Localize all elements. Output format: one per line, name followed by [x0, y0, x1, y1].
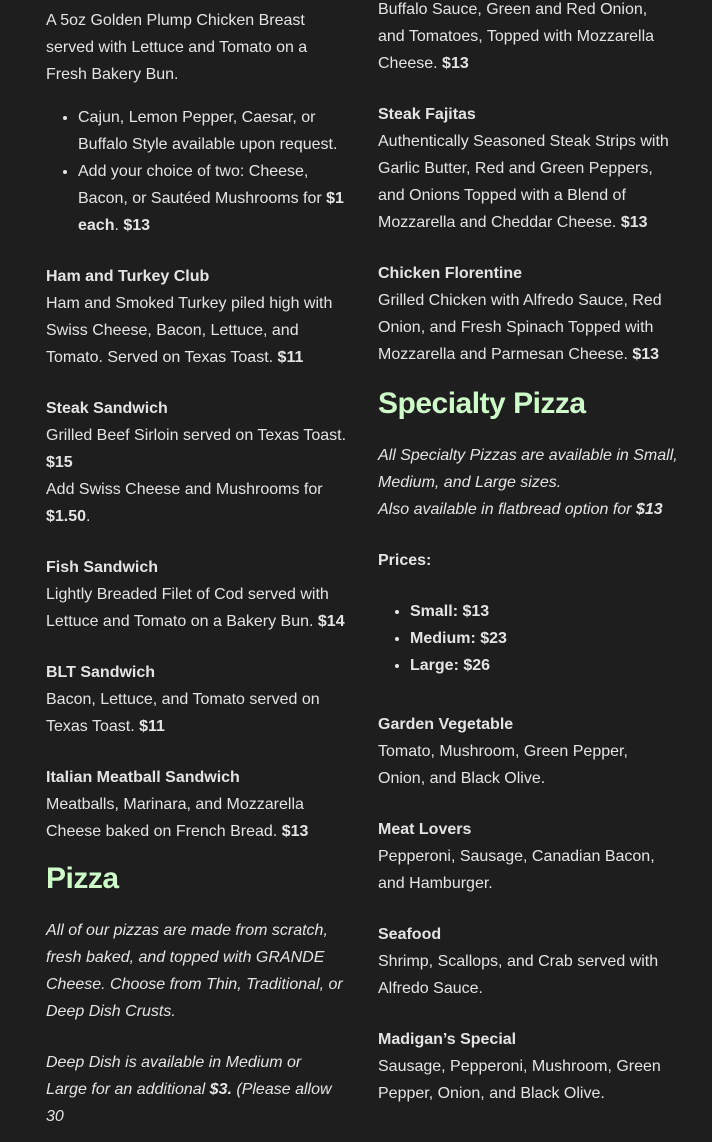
menu-item-price: $15 [46, 454, 73, 471]
menu-item-name: BLT Sandwich [46, 664, 156, 681]
menu-item-price: $13 [620, 214, 648, 231]
menu-item-name: Ham and Turkey Club [46, 268, 210, 285]
addon-sep: . [114, 217, 124, 234]
pizza-name: Madigan’s Special [378, 1031, 517, 1048]
pizza-heading: Pizza [46, 862, 119, 895]
pizza-item [378, 921, 678, 1002]
menu-item-description: Ham and Smoked Turkey piled high with Swiss Cheese, Bacon, Lettuce, and Tomato. Served on Texas Toast. [46, 295, 333, 366]
chicken-option-addons [78, 158, 346, 239]
menu-item [46, 764, 346, 845]
deep-dish-note [46, 1049, 346, 1130]
price-small: • Small: $13 [410, 598, 678, 625]
left-menu-column [46, 7, 346, 1130]
pizza-item [378, 1026, 678, 1107]
menu-item-name: Steak Sandwich [46, 400, 168, 417]
menu-item-description: Grilled Beef Sirloin served on Texas Toast. [46, 427, 347, 444]
menu-item [378, 260, 678, 368]
pizza-description: Tomato, Mushroom, Green Pepper, Onion, and Black Olive. [378, 743, 628, 787]
pizza-description: Shrimp, Scallops, and Crab served with Alfredo Sauce. [378, 953, 659, 997]
price-large: • Large: $26 [410, 652, 678, 679]
pizza-item [378, 711, 678, 792]
prices-list [378, 598, 678, 679]
menu-item-description: Grilled Chicken with Alfredo Sauce, Red Onion, and Fresh Spinach Topped with Mozzarella and Parmesan Cheese. [378, 292, 662, 363]
flatbread-text: Also available in flatbread option for [378, 501, 636, 518]
menu-item [46, 554, 346, 635]
chicken-option-style: • Cajun, Lemon Pepper, Caesar, or Buffalo Style available upon request. [78, 104, 346, 158]
menu-item-price: $13 [632, 346, 660, 363]
menu-item-extra: Add Swiss Cheese and Mushrooms for [46, 481, 323, 498]
deep-dish-price: $3. [209, 1081, 232, 1098]
addon-price: $1 each [78, 190, 344, 234]
menu-item-price: $13 [281, 823, 309, 840]
menu-item [46, 659, 346, 740]
chicken-sandwich-description: A 5oz Golden Plump Chicken Breast served with Lettuce and Tomato on a Fresh Bakery Bun. [46, 12, 308, 83]
menu-item-price: $13 [442, 55, 469, 72]
addon-text: Add your choice of two: Cheese, Bacon, or Sautéed Mushrooms for [78, 163, 327, 207]
menu-item-extra-end: . [86, 508, 91, 525]
menu-item-description: Bacon, Lettuce, and Tomato served on Texas Toast. [46, 691, 320, 735]
pizza-description: Sausage, Pepperoni, Mushroom, Green Pepper, Onion, and Black Olive. [378, 1058, 661, 1102]
deep-dish-text: Deep Dish is available in Medium or Large for an additional [46, 1054, 302, 1098]
menu-item-extra-price: $1.50 [46, 508, 87, 525]
price-medium: • Medium: $23 [410, 625, 678, 652]
pizza-name: Meat Lovers [378, 821, 472, 838]
menu-item-price: $11 [277, 349, 304, 366]
pizza-description: Pepperoni, Sausage, Canadian Bacon, and Hamburger. [378, 848, 655, 892]
menu-item-description: Meatballs, Marinara, and Mozzarella Cheese baked on French Bread. [46, 796, 304, 840]
specialty-pizza-heading: Specialty Pizza [378, 387, 586, 420]
deep-dish-allow: (Please allow 30 [46, 1081, 332, 1125]
menu-item-name: Italian Meatball Sandwich [46, 769, 240, 786]
menu-item [46, 263, 346, 371]
menu-item-name: Fish Sandwich [46, 559, 159, 576]
menu-item [46, 395, 346, 530]
prices-label: Prices: [378, 552, 432, 569]
pizza-intro: All of our pizzas are made from scratch, fresh baked, and topped with GRANDE Cheese. Choose from Thin, Traditional, or Deep Dish Crusts. [46, 922, 343, 1020]
specialty-sizes: All Specialty Pizzas are available in Small, Medium, and Large sizes. [378, 447, 678, 491]
pizza-item [378, 816, 678, 897]
chicken-options-list [46, 104, 346, 239]
menu-item-name: Chicken Florentine [378, 265, 523, 282]
pizza-name: Seafood [378, 926, 442, 943]
menu-item-price: $14 [317, 613, 345, 630]
menu-item-description: Buffalo Sauce, Green and Red Onion, and Tomatoes, Topped with Mozzarella Cheese. [378, 1, 655, 72]
flatbread-price: $13 [635, 501, 663, 518]
chicken-price: $13 [123, 217, 151, 234]
menu-item-name: Steak Fajitas [378, 106, 476, 123]
menu-item-continued [378, 0, 678, 77]
menu-item [378, 101, 678, 236]
specialty-pizza-intro [378, 442, 678, 523]
right-menu-column [378, 0, 678, 1131]
pizza-name: Garden Vegetable [378, 716, 514, 733]
menu-item-price: $11 [139, 718, 165, 735]
menu-item-description: Lightly Breaded Filet of Cod served with Lettuce and Tomato on a Bakery Bun. [46, 586, 329, 630]
menu-item-description: Authentically Seasoned Steak Strips with Garlic Butter, Red and Green Peppers, and Onions Topped with a Blend of Mozzarella and Cheddar Cheese. [378, 133, 669, 231]
